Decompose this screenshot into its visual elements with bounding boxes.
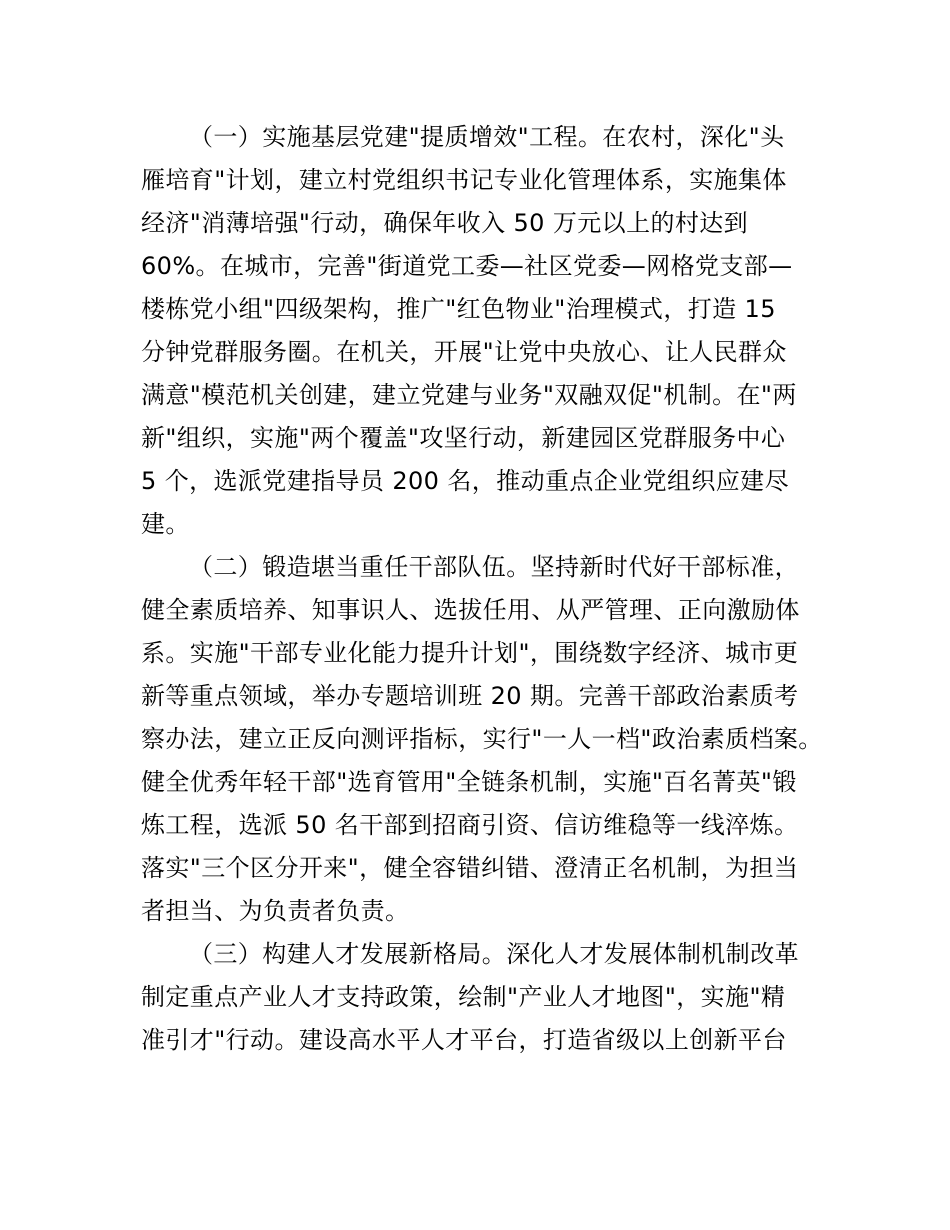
text-line: （二）锻造堪当重任干部队伍。坚持新时代好干部标准， [189, 553, 799, 581]
text-line: （三）构建人才发展新格局。深化人才发展体制机制改革 [189, 940, 799, 968]
paragraph-1 [141, 116, 841, 546]
text-line: 健全优秀年轻干部"选育管用"全链条机制，实施"百名菁英"锻 [141, 768, 797, 796]
text-line: 制定重点产业人才支持政策，绘制"产业人才地图"，实施"精 [141, 983, 786, 1011]
text-line: 楼栋党小组"四级架构，推广"红色物业"治理模式，打造 15 [141, 295, 776, 323]
text-line: 经济"消薄培强"行动，确保年收入 50 万元以上的村达到 [141, 209, 749, 237]
text-line: 新等重点领域，举办专题培训班 20 期。完善干部政治素质考 [141, 682, 799, 710]
text-line: 分钟党群服务圈。在机关，开展"让党中央放心、让人民群众 [141, 338, 787, 366]
text-line: 炼工程，选派 50 名干部到招商引资、信访维稳等一线淬炼。 [141, 811, 799, 839]
text-line: 5 个，选派党建指导员 200 名，推动重点企业党组织应建尽 [141, 467, 789, 495]
text-line: 新"组织，实施"两个覆盖"攻坚行动，新建园区党群服务中心 [141, 424, 786, 452]
text-line: 健全素质培养、知事识人、选拔任用、从严管理、正向激励体 [141, 596, 800, 624]
text-line: 察办法，建立正反向测评指标，实行"一人一档"政治素质档案。 [141, 725, 823, 753]
text-line: 建。 [141, 510, 190, 538]
text-line: 60%。在城市，完善"街道党工委—社区党委—网格党支部— [141, 252, 793, 280]
text-line: 雁培育"计划，建立村党组织书记专业化管理体系，实施集体 [141, 166, 787, 194]
text-line: 系。实施"干部专业化能力提升计划"，围绕数字经济、城市更 [141, 639, 799, 667]
text-line: 者担当、为负责者负责。 [141, 897, 410, 925]
document-body [141, 116, 841, 1062]
paragraph-3 [141, 933, 841, 1062]
text-line: 落实"三个区分开来"，健全容错纠错、澄清正名机制，为担当 [141, 854, 799, 882]
text-line: 准引才"行动。建设高水平人才平台，打造省级以上创新平台 [141, 1026, 787, 1054]
text-line: 满意"模范机关创建，建立党建与业务"双融双促"机制。在"两 [141, 381, 797, 409]
text-line: （一）实施基层党建"提质增效"工程。在农村，深化"头 [189, 123, 785, 151]
paragraph-2 [141, 546, 841, 933]
